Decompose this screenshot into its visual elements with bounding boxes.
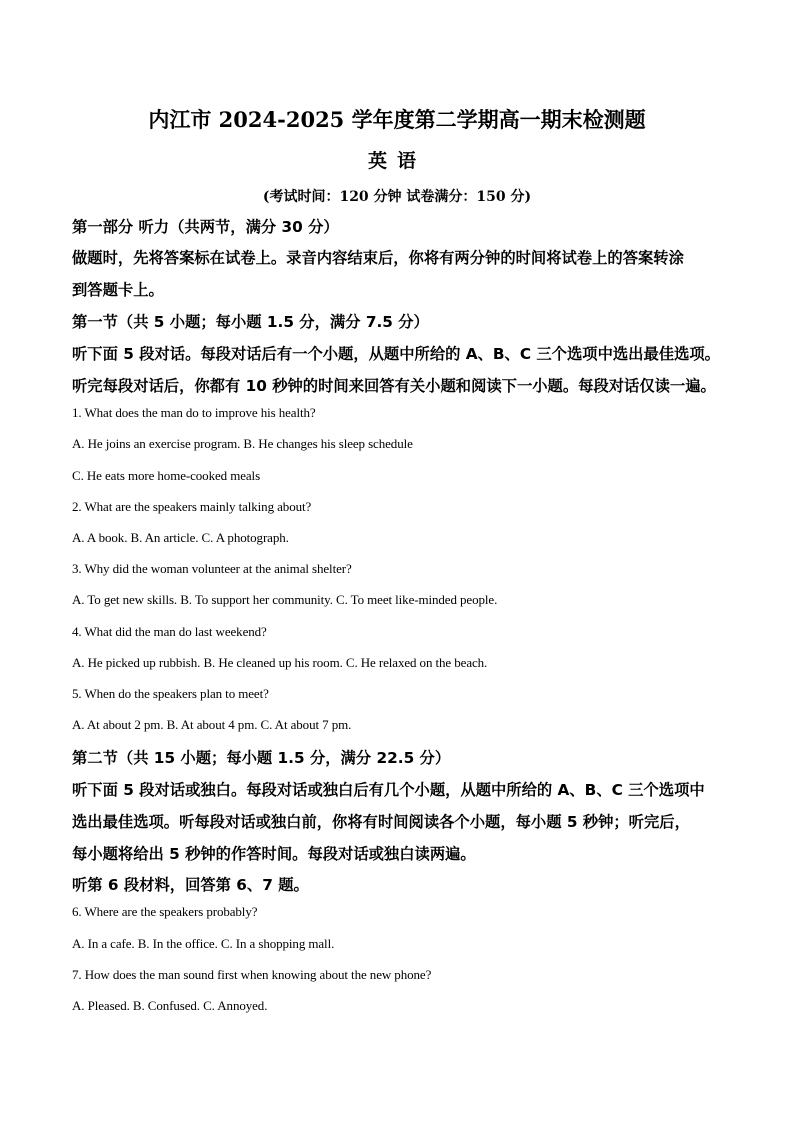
section2-instruction-line: 每小题将给出 5 秒钟的作答时间。每段对话或独白读两遍。 — [72, 845, 476, 863]
question-options: A. In a cafe. B. In the office. C. In a shopping mall. — [72, 936, 335, 951]
question-options: C. He eats more home-cooked meals — [72, 468, 261, 483]
material-heading: 听第 6 段材料，回答第 6、7 题。 — [72, 876, 309, 894]
section1-instruction-line: 听下面 5 段对话。每段对话后有一个小题，从题中所给的 A、B、C 三个选项中选出最佳选项。 — [72, 345, 720, 363]
section2-heading: 第二节（共 15 小题；每小题 1.5 分，满分 22.5 分） — [72, 749, 451, 767]
section2-instruction-line: 听下面 5 段对话或独白。每段对话或独白后有几个小题，从题中所给的 A、B、C 三个选项中 — [72, 781, 705, 799]
question-options: A. To get new skills. B. To support her community. C. To meet like-minded people. — [72, 592, 498, 607]
part1-instruction-line: 到答题卡上。 — [72, 281, 164, 299]
question-stem: 2. What are the speakers mainly talking about? — [72, 499, 312, 514]
section1-instruction-line: 听完每段对话后，你都有 10 秒钟的时间来回答有关小题和阅读下一小题。每段对话仅读一遍。 — [72, 377, 716, 395]
question-stem: 5. When do the speakers plan to meet? — [72, 686, 269, 701]
subject-title: 英语 — [367, 150, 426, 172]
question-options: A. At about 2 pm. B. At about 4 pm. C. At about 7 pm. — [72, 717, 352, 732]
exam-title: 内江市 2024-2025 学年度第二学期高一期末检测题 — [148, 107, 646, 132]
section2-instruction-line: 选出最佳选项。听每段对话或独白前，你将有时间阅读各个小题，每小题 5 秒钟；听完后， — [72, 813, 690, 831]
question-options: A. Pleased. B. Confused. C. Annoyed. — [72, 998, 268, 1013]
question-stem: 3. Why did the woman volunteer at the animal shelter? — [72, 561, 352, 576]
question-stem: 4. What did the man do last weekend? — [72, 624, 267, 639]
exam-info: (考试时间：120 分钟 试卷满分：150 分) — [262, 189, 532, 205]
section1-heading: 第一节（共 5 小题；每小题 1.5 分，满分 7.5 分） — [72, 313, 429, 331]
question-options: A. He picked up rubbish. B. He cleaned up his room. C. He relaxed on the beach. — [72, 655, 488, 670]
question-stem: 7. How does the man sound first when knowing about the new phone? — [72, 967, 432, 982]
question-options: A. A book. B. An article. C. A photograph. — [72, 530, 289, 545]
part1-heading: 第一部分 听力（共两节，满分 30 分） — [72, 218, 339, 236]
question-options: A. He joins an exercise program. B. He changes his sleep schedule — [72, 436, 413, 451]
part1-instruction-line: 做题时，先将答案标在试卷上。录音内容结束后，你将有两分钟的时间将试卷上的答案转涂 — [72, 249, 684, 267]
question-stem: 6. Where are the speakers probably? — [72, 904, 258, 919]
question-stem: 1. What does the man do to improve his health? — [72, 405, 316, 420]
